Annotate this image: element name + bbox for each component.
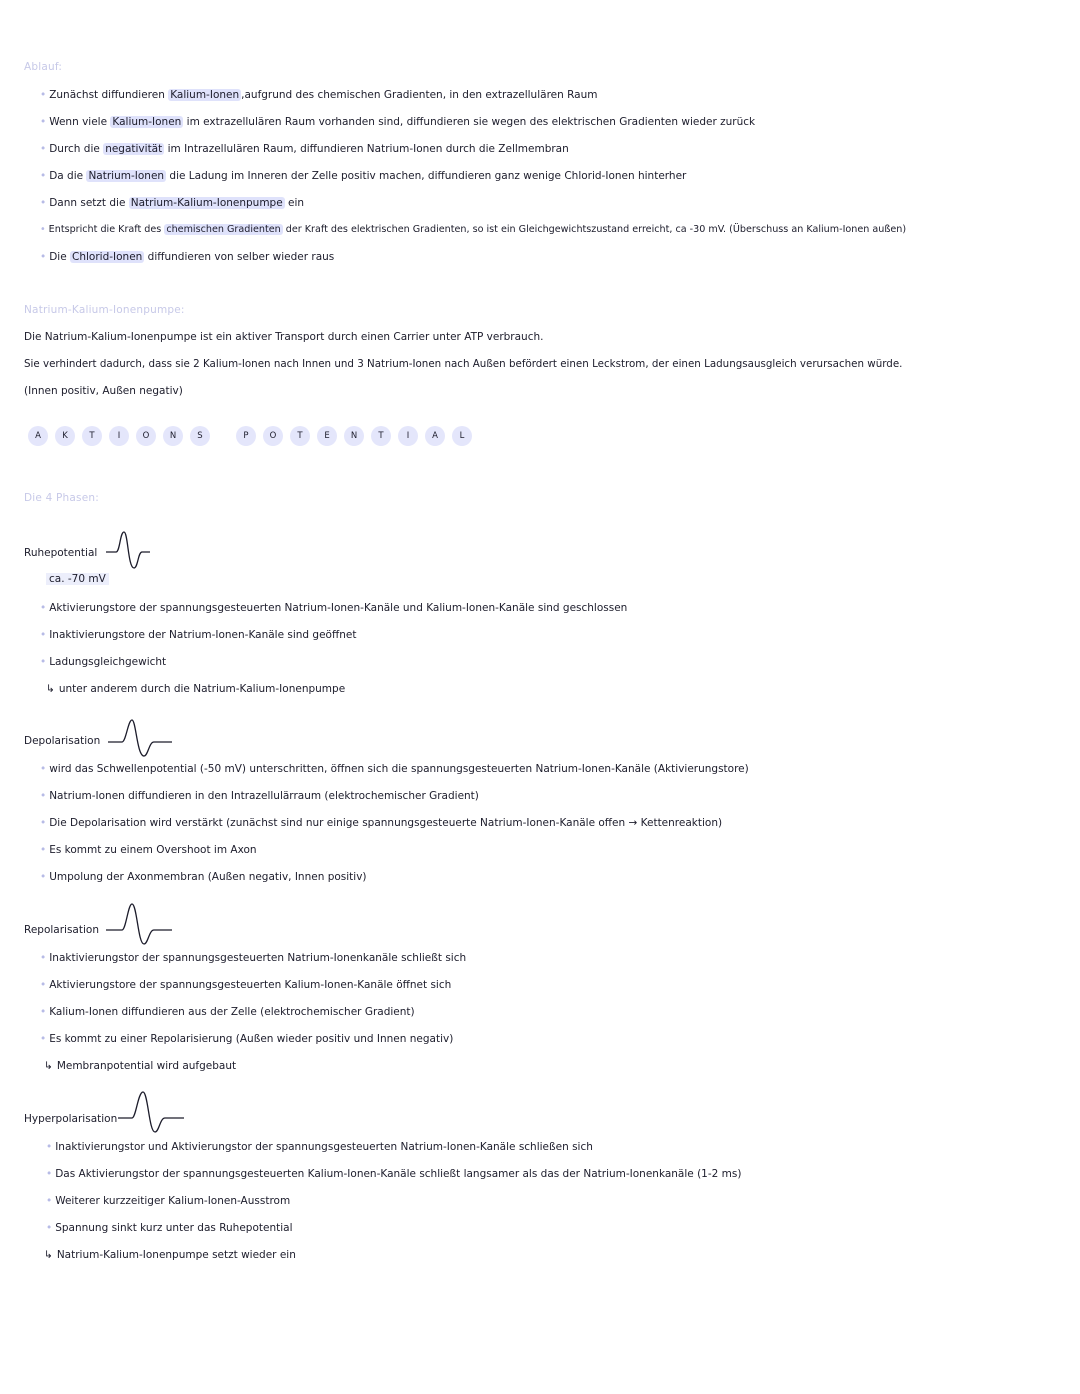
banner-letter: A xyxy=(425,426,445,446)
pumpe-line-1: Die Natrium-Kalium-Ionenpumpe ist ein aktiver Transport durch einen Carrier unter ATP verbrauch. xyxy=(24,331,544,343)
aktionspotential-banner xyxy=(28,424,479,448)
repol-line-1: • Inaktivierungstor der spannungsgesteuerten Natrium-Ionenkanäle schließt sich xyxy=(40,952,467,964)
banner-letter: K xyxy=(55,426,75,446)
banner-letter xyxy=(217,426,229,446)
depol-wave-icon xyxy=(106,714,174,760)
repol-wave-icon xyxy=(104,900,174,948)
ruhe-value: ca. -70 mV xyxy=(46,573,109,585)
ablauf-line-1: • Zunächst diffundieren Kalium-Ionen ,aufgrund des chemischen Gradienten, in den extrazellulären Raum xyxy=(40,89,598,101)
ablauf-line-3: • Durch die negativität im Intrazellulären Raum, diffundieren Natrium-Ionen durch die Zellmembran xyxy=(40,143,569,155)
ruhe-line-2: • Inaktivierungstore der Natrium-Ionen-Kanäle sind geöffnet xyxy=(40,629,357,641)
hyper-wave-icon xyxy=(116,1088,186,1136)
depol-line-3: • Die Depolarisation wird verstärkt (zunächst sind nur einige spannungsgesteuerte Natrium-Ionen-Kanäle offen → Kettenreaktion) xyxy=(40,817,723,829)
depol-label: Depolarisation xyxy=(24,735,101,747)
repol-line-3: • Kalium-Ionen diffundieren aus der Zelle (elektrochemischer Gradient) xyxy=(40,1006,415,1018)
banner-letter: A xyxy=(28,426,48,446)
ablauf-line-6: • Entspricht die Kraft des chemischen Gradienten der Kraft des elektrischen Gradienten, so ist ein Gleichgewichtszustand erreicht, ca -30 mV. (Überschuss an Kalium-Ionen außen) xyxy=(40,224,907,235)
banner-letter: L xyxy=(452,426,472,446)
banner-letter: T xyxy=(290,426,310,446)
banner-letter: O xyxy=(136,426,156,446)
ablauf-line-4: • Da die Natrium-Ionen die Ladung im Inneren der Zelle positiv machen, diffundieren ganz wenige Chlorid-Ionen hinterher xyxy=(40,170,687,182)
ruhe-line-3: • Ladungsgleichgewicht xyxy=(40,656,167,668)
hyper-note: ↳ Natrium-Kalium-Ionenpumpe setzt wieder ein xyxy=(44,1249,296,1261)
hyper-label: Hyperpolarisation xyxy=(24,1113,118,1125)
banner-letter: E xyxy=(317,426,337,446)
pumpe-heading: Natrium-Kalium-Ionenpumpe: xyxy=(24,304,185,316)
banner-letter: T xyxy=(371,426,391,446)
ruhe-label: Ruhepotential xyxy=(24,547,98,559)
depol-line-4: • Es kommt zu einem Overshoot im Axon xyxy=(40,844,257,856)
phasen-heading: Die 4 Phasen: xyxy=(24,492,99,504)
ablauf-heading: Ablauf: xyxy=(24,61,63,73)
ablauf-line-5: • Dann setzt die Natrium-Kalium-Ionenpumpe ein xyxy=(40,197,305,209)
ruhe-wave-icon xyxy=(104,528,152,574)
ablauf-line-7: • Die Chlorid-Ionen diffundieren von selber wieder raus xyxy=(40,251,335,263)
banner-letter: O xyxy=(263,426,283,446)
banner-letter: T xyxy=(82,426,102,446)
banner-letter: S xyxy=(190,426,210,446)
hyper-line-3: • Weiterer kurzzeitiger Kalium-Ionen-Ausstrom xyxy=(46,1195,291,1207)
depol-line-1: • wird das Schwellenpotential (-50 mV) unterschritten, öffnen sich die spannungsgesteuerten Natrium-Ionen-Kanäle (Aktivierungstore) xyxy=(40,763,749,775)
ruhe-line-1: • Aktivierungstore der spannungsgesteuerten Natrium-Ionen-Kanäle und Kalium-Ionen-Kanäle sind geschlossen xyxy=(40,602,628,614)
repol-line-2: • Aktivierungstore der spannungsgesteuerten Kalium-Ionen-Kanäle öffnet sich xyxy=(40,979,452,991)
banner-letter: I xyxy=(109,426,129,446)
ablauf-line-2: • Wenn viele Kalium-Ionen im extrazellulären Raum vorhanden sind, diffundieren sie wegen des elektrischen Gradienten wieder zurück xyxy=(40,116,756,128)
hyper-line-1: • Inaktivierungstor und Aktivierungstor der spannungsgesteuerten Natrium-Ionen-Kanäle schließen sich xyxy=(46,1141,593,1153)
pumpe-line-2: Sie verhindert dadurch, dass sie 2 Kalium-Ionen nach Innen und 3 Natrium-Ionen nach Außen befördert einen Leckstrom, der einen Ladungsausgleich verursachen würde. xyxy=(24,358,903,370)
repol-line-4: • Es kommt zu einer Repolarisierung (Außen wieder positiv und Innen negativ) xyxy=(40,1033,454,1045)
ruhe-note: ↳ unter anderem durch die Natrium-Kalium-Ionenpumpe xyxy=(46,683,346,695)
banner-letter: P xyxy=(236,426,256,446)
pumpe-line-3: (Innen positiv, Außen negativ) xyxy=(24,385,183,397)
banner-letter: N xyxy=(163,426,183,446)
banner-letter: N xyxy=(344,426,364,446)
depol-line-5: • Umpolung der Axonmembran (Außen negativ, Innen positiv) xyxy=(40,871,367,883)
repol-label: Repolarisation xyxy=(24,924,99,936)
depol-line-2: • Natrium-Ionen diffundieren in den Intrazellulärraum (elektrochemischer Gradient) xyxy=(40,790,479,802)
hyper-line-2: • Das Aktivierungstor der spannungsgesteuerten Kalium-Ionen-Kanäle schließt langsamer als das der Natrium-Ionenkanäle (1-2 ms) xyxy=(46,1168,742,1180)
hyper-line-4: • Spannung sinkt kurz unter das Ruhepotential xyxy=(46,1222,293,1234)
repol-note: ↳ Membranpotential wird aufgebaut xyxy=(44,1060,237,1072)
banner-letter: I xyxy=(398,426,418,446)
